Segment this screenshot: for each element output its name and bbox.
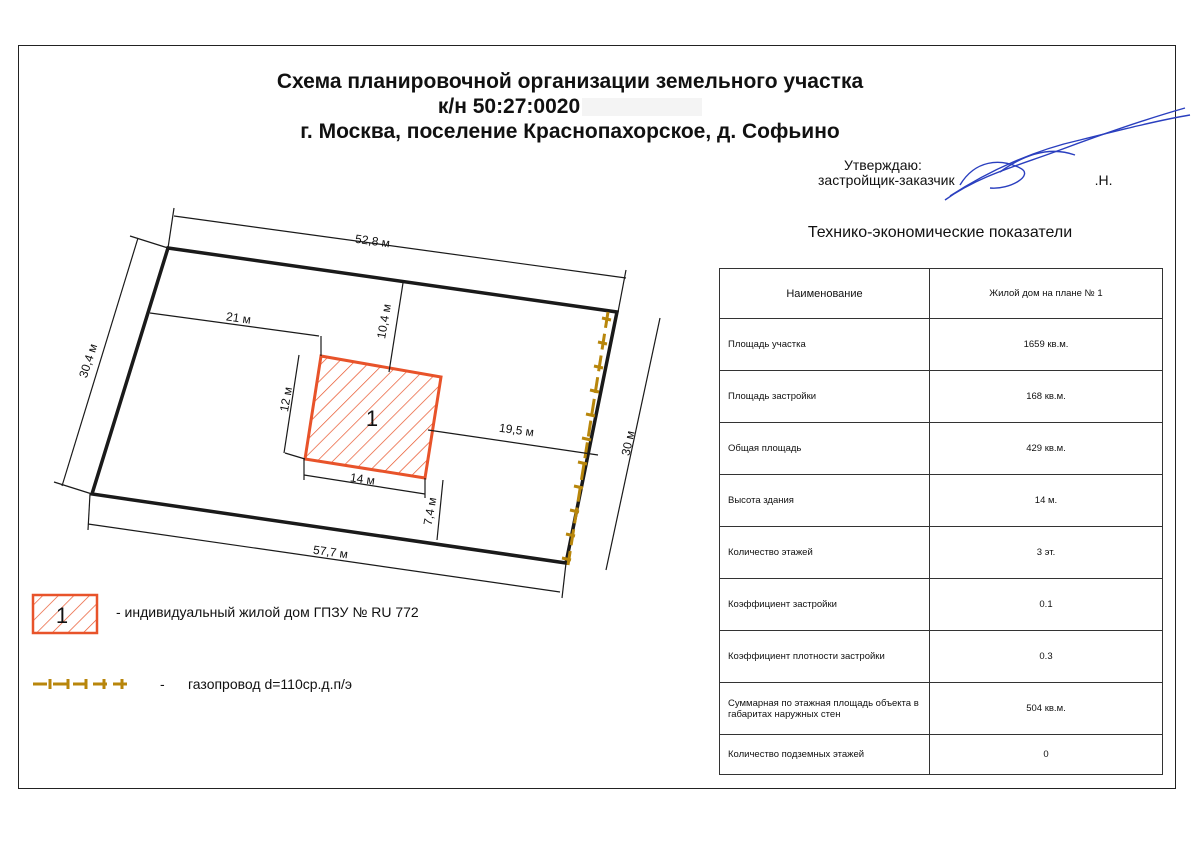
table-row — [720, 735, 1163, 775]
legend-gas-text: газопровод d=110ср.д.п/э — [188, 676, 353, 692]
legend-house-symbol — [33, 595, 97, 633]
signature-scribble — [945, 108, 1190, 200]
dim-building-to-left: 21 м — [225, 309, 252, 327]
table-row — [720, 683, 1163, 735]
row-name: Коэффициент плотности застройки — [720, 631, 930, 683]
row-name: Суммарная по этажная площадь объекта в габаритах наружных стен — [720, 683, 930, 735]
dim-building-depth: 12 м — [277, 385, 296, 413]
dim-left: 30,4 м — [76, 341, 101, 380]
header-name: Наименование — [720, 269, 930, 319]
row-value: 1659 кв.м. — [930, 319, 1163, 371]
approval-role-text: застройщик-заказчик — [818, 172, 955, 188]
dim-top: 52,8 м — [354, 231, 391, 251]
title-address: г. Москва, поселение Краснопахорское, д. Софьино — [300, 120, 840, 143]
gas-pipeline — [562, 312, 611, 565]
dim-building-width: 14 м — [349, 470, 376, 488]
row-value: 0 — [930, 735, 1163, 775]
legend-gas-dash: - — [160, 676, 165, 692]
title-line-1: Схема планировочной организации земельного участка — [276, 70, 864, 93]
dim-bottom: 57,7 м — [312, 542, 349, 562]
row-value: 429 кв.м. — [930, 423, 1163, 475]
table-row — [720, 371, 1163, 423]
building-number-label: 1 — [365, 406, 379, 431]
tech-economic-table — [719, 268, 1163, 775]
table-row — [720, 579, 1163, 631]
row-value: 3 эт. — [930, 527, 1163, 579]
table-row — [720, 527, 1163, 579]
row-value: 0.1 — [930, 579, 1163, 631]
row-name: Площадь застройки — [720, 371, 930, 423]
row-name: Площадь участка — [720, 319, 930, 371]
row-name: Количество подземных этажей — [720, 735, 930, 775]
header-value: Жилой дом на плане № 1 — [930, 269, 1163, 319]
approval-label: Утверждаю: — [844, 157, 922, 173]
dim-building-to-top: 10,4 м — [374, 302, 394, 340]
table-row — [720, 475, 1163, 527]
row-name: Количество этажей — [720, 527, 930, 579]
table-header-row — [720, 269, 1163, 319]
table-title: Технико-экономические показатели — [807, 224, 1073, 241]
legend-house-number: 1 — [55, 603, 69, 628]
legend-house-text: - индивидуальный жилой дом ГПЗУ № RU 772 — [116, 604, 419, 620]
dim-building-to-bottom: 7,4 м — [420, 496, 440, 527]
approval-initials: .Н. — [1094, 172, 1113, 188]
row-value: 504 кв.м. — [930, 683, 1163, 735]
row-name: Общая площадь — [720, 423, 930, 475]
title-cadastral-text: к/н 50:27:0020 — [437, 95, 581, 118]
legend-gas-symbol — [33, 679, 132, 689]
dim-building-to-right: 19,5 м — [498, 420, 535, 440]
table-row — [720, 631, 1163, 683]
row-value: 168 кв.м. — [930, 371, 1163, 423]
row-value: 14 м. — [930, 475, 1163, 527]
dim-right: 30 м — [618, 429, 638, 457]
table-row — [720, 319, 1163, 371]
row-value: 0.3 — [930, 631, 1163, 683]
row-name: Коэффициент застройки — [720, 579, 930, 631]
row-name: Высота здания — [720, 475, 930, 527]
table-row — [720, 423, 1163, 475]
